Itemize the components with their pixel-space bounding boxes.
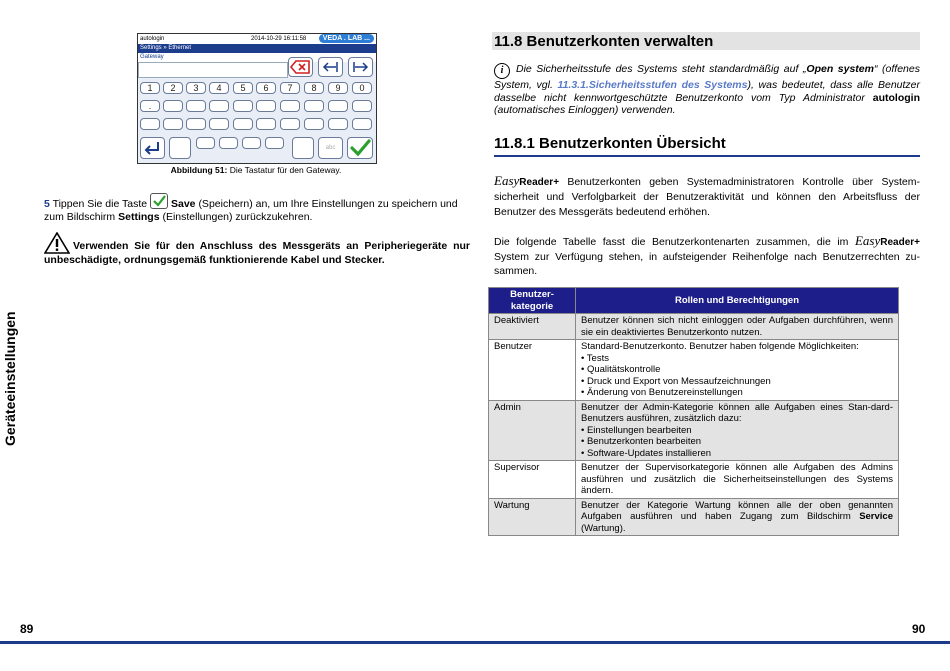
key-blank[interactable] [219, 137, 238, 149]
key-blank[interactable] [280, 100, 300, 112]
key-blank[interactable] [233, 118, 253, 130]
key-9[interactable]: 9 [328, 82, 348, 94]
row-description: Benutzer können sich nicht einloggen oder Aufgaben durchführen, wenn sie ein deaktiviertes Benutzerkonto nutzen. [576, 314, 899, 340]
table-row [489, 498, 899, 536]
step-5 [44, 193, 470, 224]
table-header-row [489, 288, 899, 314]
table-row [489, 400, 899, 461]
key-8[interactable]: 8 [304, 82, 324, 94]
row-category: Wartung [489, 498, 576, 536]
key-blank[interactable] [196, 137, 215, 149]
key-blank[interactable] [209, 100, 229, 112]
confirm-key[interactable] [347, 137, 373, 159]
info-autologin: autologin [872, 91, 920, 104]
save-checkmark-icon [150, 193, 168, 209]
user-roles-table [488, 287, 899, 536]
warning-text: Verwenden Sie für den Anschluss des Messgeräts an Peripheriegeräte nur unbeschädigte, ordnungsgemäß funktionierende Kabel und Stecker. [44, 240, 470, 266]
key-blank[interactable] [163, 100, 183, 112]
cursor-left-key[interactable] [318, 57, 343, 77]
key-blank[interactable] [328, 100, 348, 112]
subsection-title: 11.8.1 Benutzerkonten Übersicht [494, 135, 920, 157]
device-datetime: 2014-10-29 16:11:58 [251, 36, 307, 42]
key-blank[interactable] [292, 137, 314, 159]
table-intro-text-a: Die folgende Tabelle fasst die Benutzerkontenarten zusammen, die im [494, 236, 855, 248]
key-blank[interactable] [256, 100, 276, 112]
row-description: Benutzer der Admin-Kategorie können alle Aufgaben eines Stan-dard-Benutzers ausführen, zusätzlich dazu: • Einstellungen bearbeiten • Benutzerkonten bearbeiten • Software-Updates installieren [576, 400, 899, 461]
cursor-right-key[interactable] [348, 57, 373, 77]
footer-rule [0, 641, 950, 644]
key-blank[interactable] [169, 137, 191, 159]
key-blank[interactable] [242, 137, 261, 149]
device-gateway-input[interactable] [138, 62, 288, 78]
key-1[interactable]: 1 [140, 82, 160, 94]
key-7[interactable]: 7 [280, 82, 300, 94]
row-category: Admin [489, 400, 576, 461]
row-description: Benutzer der Supervisorkategorie können alle Aufgaben des Admins ausführen und zusätzlich die Sicherheitseinstellungen des Systems ändern. [576, 461, 899, 499]
easyreader-logo: EasyReader+ [494, 173, 560, 188]
key-blank[interactable] [163, 118, 183, 130]
caption-text: Die Tastatur für den Gateway. [229, 165, 342, 175]
info-note [494, 63, 920, 117]
warning-note [44, 232, 470, 267]
row-description: Standard-Benutzerkonto. Benutzer haben folgende Möglichkeiten: • Tests • Qualitätskontrolle • Druck und Export von Messaufzeichnungen • Änderung von Benutzereinstellungen [576, 340, 899, 401]
step-settings-label: Settings [118, 211, 160, 223]
easyreader-logo: EasyReader+ [854, 233, 920, 248]
row-category: Benutzer [489, 340, 576, 401]
key-2[interactable]: 2 [163, 82, 183, 94]
row-category: Supervisor [489, 461, 576, 499]
key-blank[interactable] [280, 118, 300, 130]
info-text-c: ), was bedeutet, dass alle Benutzer dasselbe nicht kennwortgeschützte Benutzerkonto vom Typ Administrator [494, 79, 921, 104]
key-dot[interactable]: . [140, 100, 160, 112]
key-blank[interactable] [209, 118, 229, 130]
device-badge: VEDA . LAB ... [319, 34, 374, 43]
page-number-left: 89 [20, 622, 34, 636]
key-0[interactable]: 0 [352, 82, 372, 94]
key-blank[interactable] [304, 118, 324, 130]
key-blank[interactable] [140, 118, 160, 130]
info-text-b: “ (offenes System, vgl. [494, 63, 920, 91]
key-blank[interactable] [352, 100, 372, 112]
info-open-system: Open system [806, 63, 874, 75]
table-row [489, 314, 899, 340]
figure-caption [137, 165, 375, 175]
table-intro-paragraph [494, 234, 920, 278]
arrow-left-icon [319, 58, 342, 76]
device-user: autologin [140, 36, 165, 42]
keyboard-screenshot [137, 33, 377, 164]
header-category: Benutzer-kategorie [489, 288, 576, 314]
key-blank[interactable] [265, 137, 284, 149]
key-blank[interactable] [233, 100, 253, 112]
page-number-right: 90 [912, 622, 926, 636]
key-blank[interactable] [352, 118, 372, 130]
step-save-label: Save [170, 198, 196, 210]
step-text-a: Tippen Sie die Taste [52, 198, 148, 210]
overview-paragraph [494, 173, 920, 220]
abc-key[interactable]: abc [318, 137, 343, 159]
key-blank[interactable] [256, 118, 276, 130]
arrow-right-icon [349, 58, 372, 76]
side-chapter-title: Geräteeinstellungen [2, 311, 18, 446]
step-number: 5 [44, 198, 50, 210]
device-breadcrumb: Settings » Ethernet [138, 44, 376, 53]
info-text-d: (automatisches Einloggen) verwenden. [494, 104, 676, 116]
enter-icon [141, 138, 164, 158]
info-text-a: Die Sicherheitsstufe des Systems steht standardmäßig auf „ [516, 63, 807, 75]
caption-label: Abbildung 51: [170, 165, 228, 175]
key-blank[interactable] [186, 118, 206, 130]
key-blank[interactable] [328, 118, 348, 130]
table-row [489, 340, 899, 401]
section-title: 11.8 Benutzerkonten verwalten [492, 32, 920, 50]
key-blank[interactable] [186, 100, 206, 112]
warning-icon [44, 232, 70, 254]
enter-key[interactable] [140, 137, 165, 159]
row-category: Deaktiviert [489, 314, 576, 340]
overview-text: Benutzerkonten geben Systemadministratoren Kontrolle über System-sicherheit und Verfolgbarkeit der Benutzeraktivität und können den Arbeitsfluss der Benutzer des Messgeräts bedeutend erhöhen. [494, 176, 920, 218]
step-text-b: (Speichern) an, um Ihre Einstellungen zu speichern und zum Bildschirm [44, 198, 458, 223]
key-5[interactable]: 5 [233, 82, 253, 94]
header-roles: Rollen und Berechtigungen [576, 288, 899, 314]
key-6[interactable]: 6 [256, 82, 276, 94]
table-row [489, 461, 899, 499]
info-cross-reference-link[interactable]: 11.3.1.Sicherheitsstufen des Systems [557, 79, 748, 91]
info-icon: i [494, 63, 510, 79]
backspace-icon [289, 58, 312, 76]
key-4[interactable]: 4 [209, 82, 229, 94]
key-3[interactable]: 3 [186, 82, 206, 94]
row-description: Benutzer der Kategorie Wartung können alle der oben genannten Aufgaben ausführen und haben Zugang zum Bildschirm Service (Wartung). [576, 498, 899, 536]
backspace-key[interactable] [288, 57, 313, 77]
checkmark-icon [348, 138, 372, 158]
table-intro-text-b: System zur Verfügung stehen, in aufsteigender Reihenfolge nach Benutzerrechten zu-sammen. [494, 251, 920, 277]
device-field-label: Gateway [138, 53, 376, 62]
step-text-c: (Einstellungen) zurückzukehren. [162, 211, 313, 223]
key-blank[interactable] [304, 100, 324, 112]
